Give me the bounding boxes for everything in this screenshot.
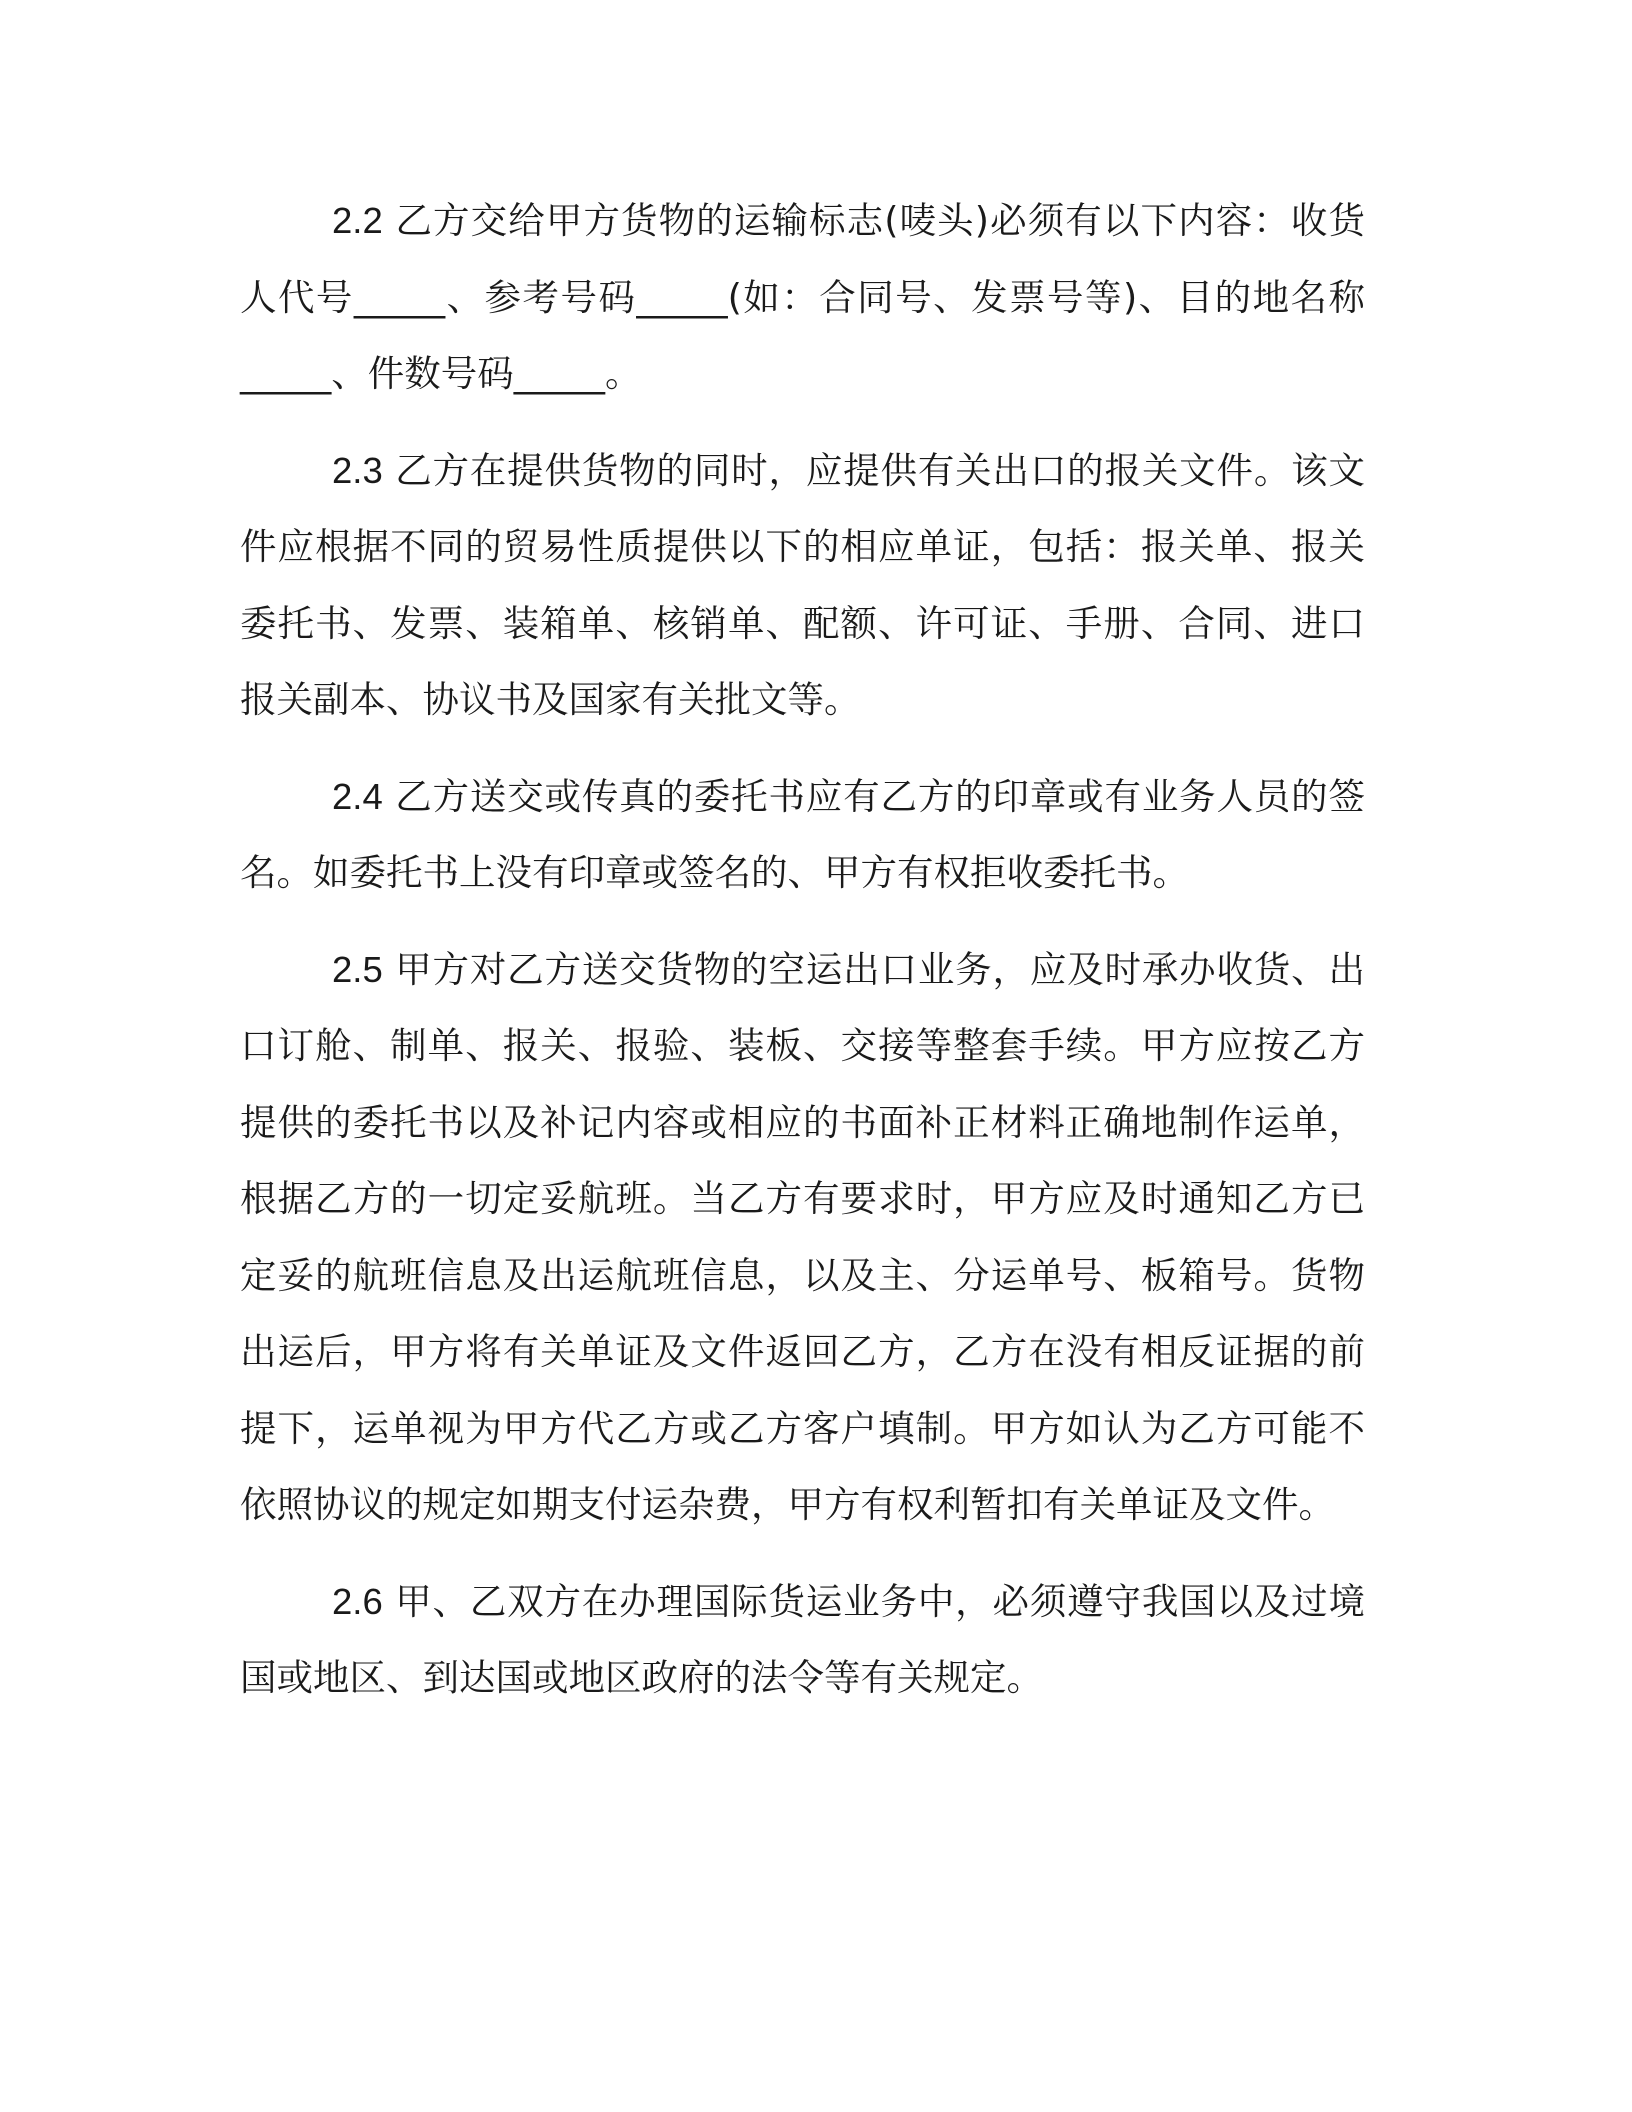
clause-number: 2.5	[332, 948, 383, 990]
clause-2-4	[240, 759, 1365, 912]
clause-text: 甲方对乙方送交货物的空运出口业务，应及时承办收货、出口订舱、制单、报关、报验、装板、交接等整套手续。甲方应按乙方提供的委托书以及补记内容或相应的书面补正材料正确地制作运单，根据乙方的一切定妥航班。当乙方有要求时，甲方应及时通知乙方已定妥的航班信息及出运航班信息，以及主、分运单号、板箱号。货物出运后，甲方将有关单证及文件返回乙方，乙方在没有相反证据的前提下，运单视为甲方代乙方或乙方客户填制。甲方如认为乙方可能不依照协议的规定如期支付运杂费，甲方有权利暂扣有关单证及文件。	[240, 947, 1365, 1526]
document-body	[240, 183, 1365, 1737]
clause-text: 乙方送交或传真的委托书应有乙方的印章或有业务人员的签名。如委托书上没有印章或签名的、甲方有权拒收委托书。	[240, 774, 1365, 894]
clause-number: 2.6	[332, 1580, 383, 1622]
clause-text: 甲、乙双方在办理国际货运业务中，必须遵守我国以及过境国或地区、到达国或地区政府的法令等有关规定。	[240, 1579, 1365, 1699]
clause-number: 2.3	[332, 449, 383, 491]
clause-2-3	[240, 433, 1365, 739]
clause-number: 2.2	[332, 200, 383, 241]
clause-2-2	[240, 183, 1365, 413]
clause-text: 乙方在提供货物的同时，应提供有关出口的报关文件。该文件应根据不同的贸易性质提供以下的相应单证，包括：报关单、报关委托书、发票、装箱单、核销单、配额、许可证、手册、合同、进口报关副本、协议书及国家有关批文等。	[240, 448, 1365, 721]
clause-2-5	[240, 932, 1365, 1544]
clause-2-6	[240, 1564, 1365, 1717]
clause-number: 2.4	[332, 775, 383, 817]
clause-text: 乙方交给甲方货物的运输标志(唛头)必须有以下内容：收货人代号_____、参考号码_____(如：合同号、发票号等)、目的地名称_____、件数号码_____。	[240, 199, 1365, 395]
